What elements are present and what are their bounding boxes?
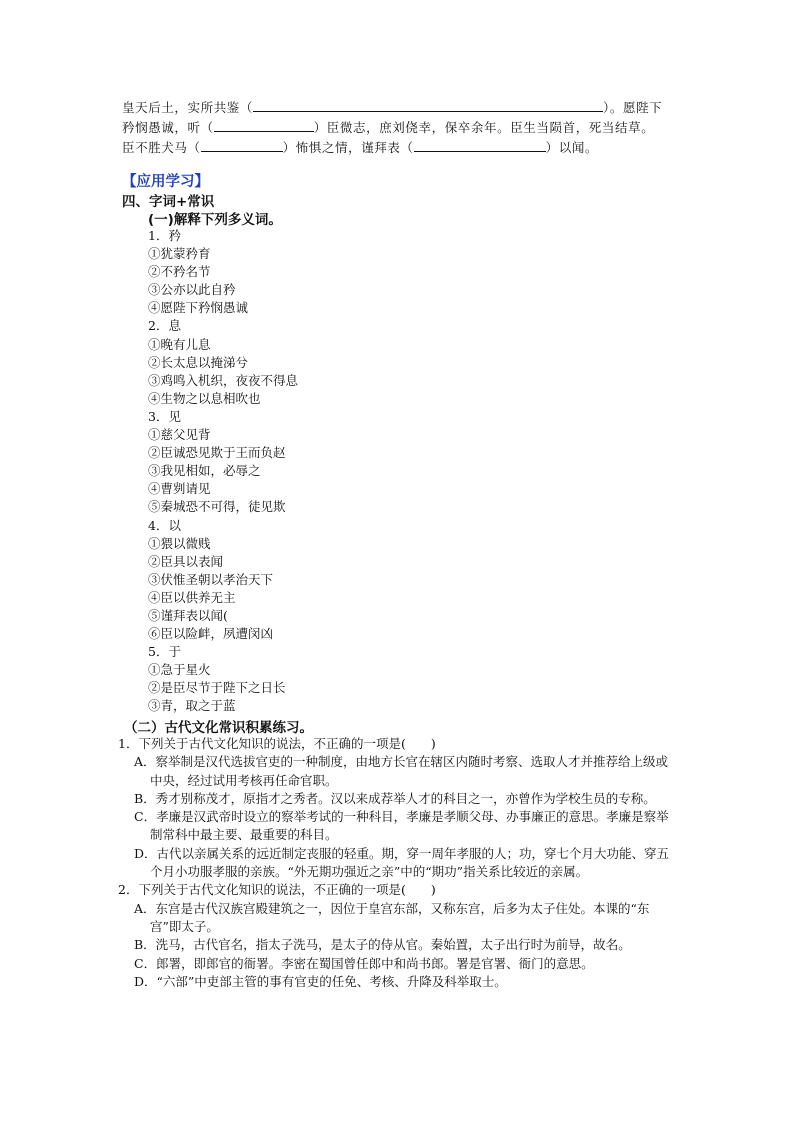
list-item: ①猥以微贱 bbox=[148, 535, 211, 551]
vocab-list bbox=[148, 227, 298, 716]
subsection-heading: (一)解释下列多义词。 bbox=[148, 212, 282, 228]
fill-blank-3[interactable] bbox=[201, 137, 283, 152]
question-option: C．孝廉是汉武帝时设立的察举考试的一种科目，孝廉是孝顺父母、办事廉正的意思。孝廉是察举制常科中最主要、最重要的科目。 bbox=[134, 809, 669, 843]
section-heading: 四、字词+常识 bbox=[122, 194, 215, 210]
question-option: C．郎署，即郎官的衙署。李密在蜀国曾任郎中和尚书郎。署是官署、衙门的意思。 bbox=[134, 955, 594, 971]
question-block bbox=[118, 735, 678, 991]
list-item: ①慈父见背 bbox=[148, 427, 211, 443]
question-stem: 1．下列关于古代文化知识的说法，不正确的一项是( ) bbox=[118, 736, 436, 751]
list-item: ②臣具以表闻 bbox=[148, 553, 224, 569]
passage-line-3 bbox=[122, 137, 682, 158]
list-item: ④生物之以息相吹也 bbox=[148, 390, 261, 406]
list-item: ④愿陛下矜悯愚诚 bbox=[148, 300, 249, 316]
list-item: ③鸡鸣入机织，夜夜不得息 bbox=[148, 372, 299, 388]
passage-text: ）怖惧之情，谨拜表（ bbox=[282, 140, 414, 155]
list-item: ③我见相如，必辱之 bbox=[148, 463, 261, 479]
fill-blank-4[interactable] bbox=[414, 137, 546, 152]
list-item: ②长太息以掩涕兮 bbox=[148, 354, 249, 370]
list-item: ②臣诚恐见欺于王而负赵 bbox=[148, 445, 286, 461]
passage-line-1 bbox=[122, 97, 682, 118]
list-item: ③青，取之于蓝 bbox=[148, 698, 236, 714]
list-item: ②不矜名节 bbox=[148, 264, 211, 280]
question-option: A．东宫是古代汉族宫殿建筑之一，因位于皇宫东部，又称东宫，后多为太子住处。本课的“东宫”即太子。 bbox=[134, 900, 650, 934]
list-item: 2．息 bbox=[148, 318, 181, 334]
question-option: B．秀才别称茂才，原指才之秀者。汉以来成荐举人才的科目之一，亦曾作为学校生员的专称。 bbox=[134, 790, 656, 806]
passage-text: ）。愿陛下 bbox=[603, 100, 663, 115]
list-item: ⑥臣以险衅，夙遭闵凶 bbox=[148, 626, 274, 642]
list-item: ③伏惟圣朝以孝治天下 bbox=[148, 571, 274, 587]
passage-text: 臣不胜犬马（ bbox=[122, 140, 201, 155]
list-item: 1．矜 bbox=[148, 228, 181, 243]
list-item: 3．见 bbox=[148, 408, 181, 424]
list-item: 4．以 bbox=[148, 517, 181, 533]
list-item: ①急于星火 bbox=[148, 662, 211, 678]
passage-text: 皇天后土，实所共鉴（ bbox=[122, 100, 254, 115]
list-item: ⑤谨拜表以闻( bbox=[148, 607, 228, 623]
question-option: D．“六部”中吏部主管的事有官吏的任免、考核、升降及科举取士。 bbox=[134, 973, 507, 989]
question-option: A．察举制是汉代选拔官吏的一种制度，由地方长官在辖区内随时考察、选取人才并推荐给上级或中央，经过试用考核再任命官职。 bbox=[134, 754, 669, 788]
list-item: ④曹刿请见 bbox=[148, 481, 211, 497]
passage-text: ）以闻。 bbox=[545, 140, 599, 155]
section-tag: 【应用学习】 bbox=[122, 174, 209, 190]
list-item: ④臣以供养无主 bbox=[148, 589, 236, 605]
fill-blank-1[interactable] bbox=[253, 97, 603, 112]
list-item: ②是臣尽节于陛下之日长 bbox=[148, 680, 286, 696]
passage-text: ）臣微志，庶刘侥幸，保卒余年。臣生当陨首，死当结草。 bbox=[313, 120, 655, 135]
fill-blank-2[interactable] bbox=[214, 117, 314, 132]
question-stem: 2．下列关于古代文化知识的说法，不正确的一项是( ) bbox=[118, 882, 436, 898]
passage-line-2 bbox=[122, 117, 682, 138]
passage-text: 矜悯愚诚，听（ bbox=[122, 120, 214, 135]
list-item: ⑤秦城恐不可得，徒见欺 bbox=[148, 499, 286, 515]
list-item: ③公亦以此自矜 bbox=[148, 282, 236, 298]
question-option: B．洗马，古代官名，指太子洗马，是太子的侍从官。秦始置，太子出行时为前导，故名。 bbox=[134, 937, 631, 953]
list-item: ①犹蒙矜育 bbox=[148, 246, 211, 262]
subsection-heading: （二）古代文化常识积累练习。 bbox=[124, 720, 313, 736]
list-item: 5．于 bbox=[148, 644, 181, 660]
list-item: ①晚有儿息 bbox=[148, 336, 211, 352]
question-option: D．古代以亲属关系的远近制定丧服的轻重。期，穿一周年孝服的人；功，穿七个月大功能、穿五个月小功服孝服的亲族。“外无期功强近之亲”中的“期功”指关系比较近的亲属。 bbox=[134, 845, 670, 880]
